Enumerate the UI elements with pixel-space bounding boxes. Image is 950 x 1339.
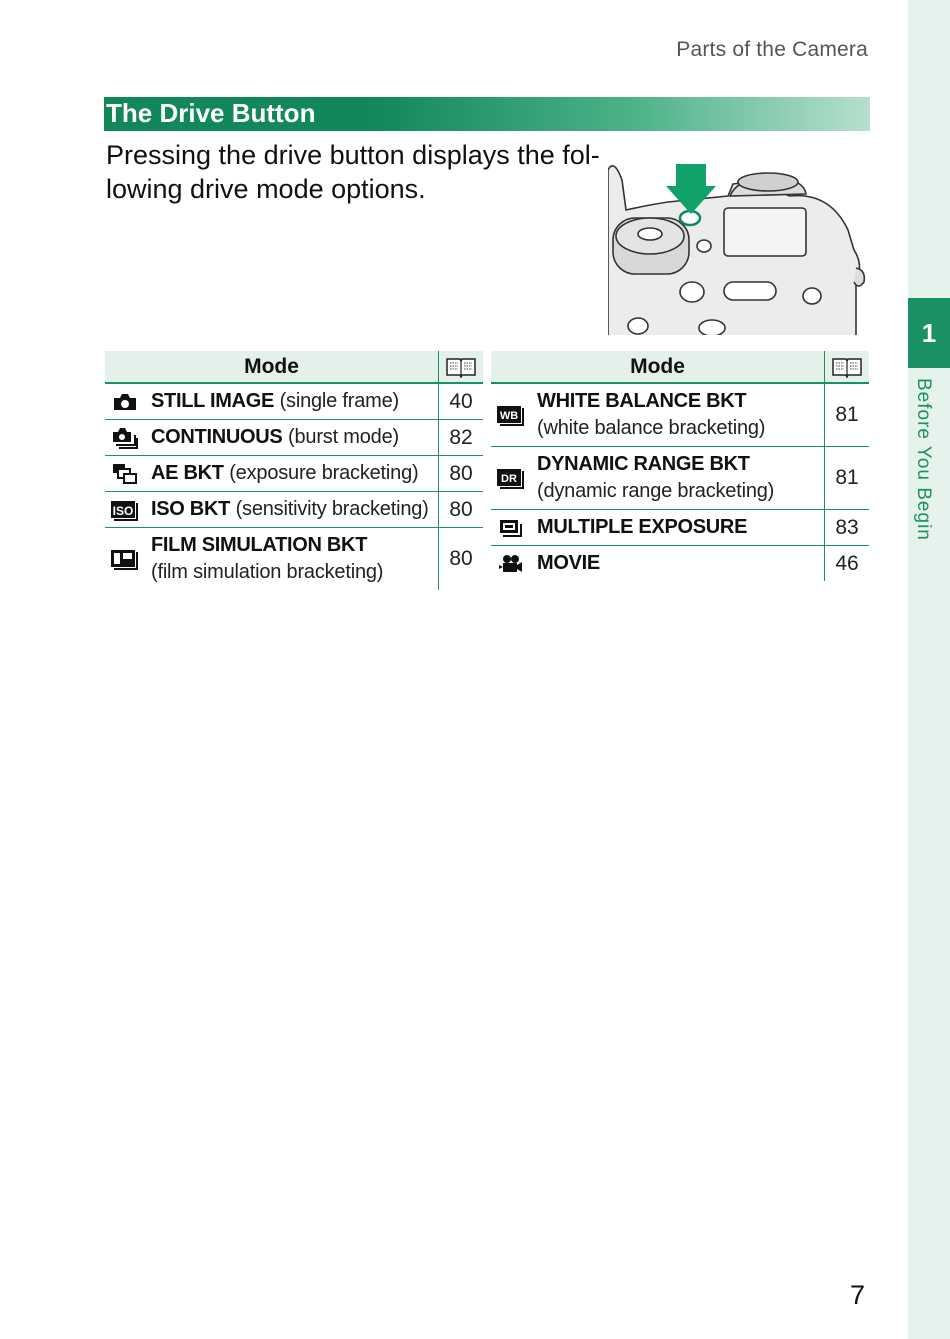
still-image-icon [112,392,138,412]
intro-paragraph: Pressing the drive button displays the fol-lowing drive mode options. [106,140,600,204]
page-reference[interactable]: 80 [439,492,484,528]
page-reference[interactable]: 80 [439,528,484,591]
drive-modes-table-right [491,351,869,581]
svg-text:ISO: ISO [112,503,134,518]
dynamic-range-bkt-icon [496,467,526,489]
mode-name: WHITE BALANCE BKT [537,390,747,412]
chapter-side-strip [908,0,950,1339]
table-row [105,420,483,456]
page-reference[interactable]: 81 [825,383,870,447]
multiple-exposure-icon [498,517,524,539]
section-heading-bar [104,97,870,131]
mode-name: DYNAMIC RANGE BKT [537,453,750,475]
mode-name: MULTIPLE EXPOSURE [537,516,748,538]
mode-description: (burst mode) [288,426,399,448]
continuous-icon [112,427,138,449]
mode-description: (exposure bracketing) [229,462,419,484]
mode-description: (dynamic range bracketing) [537,480,775,502]
page-reference[interactable]: 40 [439,383,484,420]
column-header-mode: Mode [491,351,825,383]
column-header-mode: Mode [105,351,439,383]
column-header-page [439,351,484,383]
white-balance-bkt-icon [496,404,526,426]
column-header-page [825,351,870,383]
book-icon [831,356,863,378]
table-row [105,383,483,420]
book-icon [445,356,477,378]
running-head: Parts of the Camera [676,38,868,61]
mode-description: (white balance bracketing) [537,417,766,439]
table-row [105,456,483,492]
svg-text:DR: DR [501,473,517,486]
mode-name: STILL IMAGE [151,390,274,412]
drive-modes-table-left [105,351,483,590]
mode-description: (single frame) [279,390,400,412]
table-row [105,492,483,528]
page-reference[interactable]: 82 [439,420,484,456]
mode-name: ISO BKT [151,498,231,520]
mode-name: AE BKT [151,462,224,484]
mode-name: FILM SIMULATION BKT [151,534,368,556]
mode-name: CONTINUOUS [151,426,283,448]
mode-description: (sensitivity bracketing) [235,498,429,520]
table-row [491,510,869,546]
table-row [105,528,483,591]
mode-description: (film simulation bracketing) [151,561,384,583]
svg-text:WB: WB [499,410,519,423]
page-reference[interactable]: 46 [825,546,870,582]
chapter-tab[interactable]: 1 [908,298,950,368]
table-row [491,447,869,510]
mode-name: MOVIE [537,552,600,574]
table-row [491,383,869,447]
page-reference[interactable]: 81 [825,447,870,510]
page-reference[interactable]: 83 [825,510,870,546]
movie-icon [498,553,524,575]
page-number: 7 [850,1280,866,1310]
page-reference[interactable]: 80 [439,456,484,492]
camera-top-illustration [608,150,870,335]
iso-bkt-icon [110,499,140,521]
table-row [491,546,869,582]
film-simulation-bkt-icon [110,547,140,571]
ae-bkt-icon [112,463,138,485]
section-title: The Drive Button [106,98,316,128]
chapter-label: Before You Begin [913,378,934,541]
